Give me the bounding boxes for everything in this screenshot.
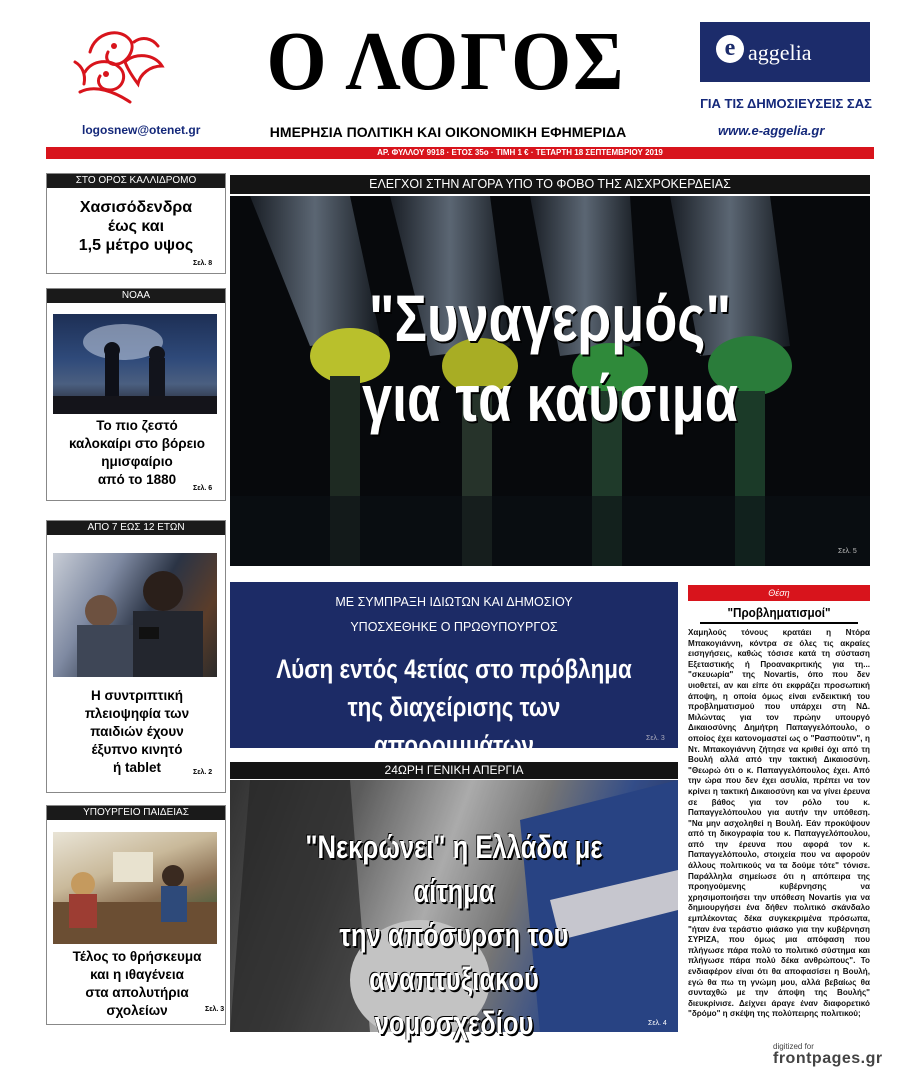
opinion-body: Χαμηλούς τόνους κρατάει η Ντόρα Μπακογιάννη, κόντρα σε όλες τις ακραίες εισηγήσεις, καθώς τόσισε κατά τη σύσταση Εξεταστικής ή Προανακριτικής για τη... "σκευωρία" της Novartis, όπο που δεν υιοθετεί, αν και είπε ότι εκφράζει προσωπική άποψη, η οποία όμως είναι ενδεικτική του προβληματισμού που υπάρχει στη ΝΔ. Μιλώντας για τον πρώην υπουργό Δικαιοσύνης Δημήτρη Παπαγγελόπουλο, ο οποίος έχει κατονομαστεί ως ο "Ρασπούτιν", η Ντ. Μπακογιάννη ζήτησε να κριθεί όχι από τη Βουλή αλλά από την τακτική Δικαιοσύνη. "Θεωρώ ότι ο κ. Παπαγγελόπουλος έχει. Από την ώρα που δεν έχει ασυλία, πρέπει να τον κρίνει η τακτική Δικαιοσύνη και να γίνει έρευνα σε βάθος για τον ρόλο του κ. Παπαγγελόπουλου για αυτήν την υπόθεση. "Να μην ασχοληθεί η Βουλή. Εάν προκύψουν από τη δικογραφία του κ. Παπαγγελόπουλου, από την έρευνα που αφορά τον κ. Παπαγγελόπουλο, στοιχεία που να αφορούν άλλους πολιτικούς να τα δούμε τότε" τόνισε. Παράλληλα σημείωσε ότι η απόπειρα της προηγούμενης κυβέρνησης να χρησιμοποιήσει την υπόθεση Novartis για να δημιουργήσει ένα δήθεν πολιτικό σκάνδαλο εμπλέκοντας δέκα συγκεκριμένα πρόσωπα, "ήταν ένα τεράστιο φιάσκο για την κυβέρνηση ΣΥΡΙΖΑ, που όμως μια απόφαση που πλήγωσε πάρα πολύ το πολιτικό σύστημα και πλήγωσε πάρα πολύ δέκα ανθρώπους". Το ενδιαφέρον είναι ότι θα αποφασίσει η Βουλή, εγώ θα πω τη γνώμη μου, αλλά βεβαίως θα συνταχθώ με την άποψη της Βουλής" διευκρίνισε. Δείχνει άραγε έναν διαφορετικό "δρόμο" η σκέψη της πολύπειρης πολιτικού; xyxy=(688,628,870,1019)
page-ref: Σελ. 4 xyxy=(648,1020,667,1027)
eaggelia-e-logo-icon: e xyxy=(716,35,744,63)
story-headline: Τέλος το θρήσκευμα και η ιθαγένεια στα απολυτήρια σχολείων xyxy=(72,949,202,1018)
newspaper-title: Ο ΛΟΓΟΣ xyxy=(266,15,626,108)
page-ref: Σελ. 5 xyxy=(838,548,857,555)
story-headline: Το πιο ζεστό καλοκαίρι στο βόρειο ημισφαίριο από το 1880 xyxy=(68,418,206,487)
page-ref: Σελ. 3 xyxy=(646,735,665,742)
waste-headline[interactable]: Λύση εντός 4ετίας στο πρόβλημα της διαχείρισης των απορριμμάτων xyxy=(276,654,632,760)
page-ref: Σελ. 6 xyxy=(193,485,213,492)
opinion-kicker: Θέση xyxy=(688,585,870,601)
eaggelia-url[interactable]: www.e-aggelia.gr xyxy=(718,123,825,138)
story-kicker: ΣΤΟ ΟΡΟΣ ΚΑΛΛΙΔΡΟΜΟ xyxy=(47,174,225,188)
page-ref: Σελ. 2 xyxy=(193,769,213,776)
story-kicker: ΥΠΟΥΡΓΕΙΟ ΠΑΙΔΕΙΑΣ xyxy=(47,806,225,820)
sidebar-story-4[interactable] xyxy=(46,805,226,1025)
opinion-underline xyxy=(700,622,858,624)
eaggelia-tagline: ΓΙΑ ΤΙΣ ΔΗΜΟΣΙΕΥΣΕΙΣ ΣΑΣ xyxy=(700,96,872,111)
masthead-email[interactable]: logosnew@otenet.gr xyxy=(82,123,201,137)
frontpages-watermark[interactable]: frontpages.gr xyxy=(773,1050,883,1067)
story-headline: Χασισόδενδρα έως και 1,5 μέτρο υψος xyxy=(78,199,194,254)
page-ref: Σελ. 3 xyxy=(205,1006,225,1013)
lead-kicker: ΕΛΕΓΧΟΙ ΣΤΗΝ ΑΓΟΡΑ ΥΠΟ ΤΟ ΦΟΒΟ ΤΗΣ ΑΙΣΧΡΟΚΕΡΔΕΙΑΣ xyxy=(230,175,870,194)
page-ref: Σελ. 8 xyxy=(193,260,213,267)
story-kicker: ΝΟΑΑ xyxy=(47,289,225,303)
classroom-photo xyxy=(53,832,217,944)
newspaper-subtitle: ΗΜΕΡΗΣΙΑ ΠΟΛΙΤΙΚΗ ΚΑΙ ΟΙΚΟΝΟΜΙΚΗ ΕΦΗΜΕΡΙΔΑ xyxy=(269,124,627,140)
waste-subkicker: ΥΠΟΣΧΕΘΗΚΕ Ο ΠΡΩΘΥΠΟΥΡΓΟΣ xyxy=(350,620,558,634)
opinion-title[interactable]: "Προβληματισμοί" xyxy=(727,605,831,620)
issue-info: ΑΡ. ΦΥΛΛΟΥ 9918 · ΕΤΟΣ 35ο · ΤΙΜΗ 1 € · ΤΕΤΑΡΤΗ 18 ΣΕΠΤΕΜΒΡΙΟΥ 2019 xyxy=(377,148,663,157)
waste-kicker: ΜΕ ΣΥΜΠΡΑΞΗ ΙΔΙΩΤΩΝ ΚΑΙ ΔΗΜΟΣΙΟΥ xyxy=(335,595,573,609)
lead-headline[interactable]: "Συναγερμός" για τα καύσιμα xyxy=(362,281,738,435)
kids-phone-photo xyxy=(53,553,217,677)
heat-photo xyxy=(53,314,217,414)
strike-kicker: 24ΩΡΗ ΓΕΝΙΚΗ ΑΠΕΡΓΙΑ xyxy=(230,762,678,779)
strike-headline[interactable]: "Νεκρώνει" η Ελλάδα με αίτημα την απόσυρση του αναπτυξιακού νομοσχεδίου xyxy=(305,829,603,1041)
story-kicker: ΑΠΟ 7 ΕΩΣ 12 ΕΤΩΝ xyxy=(47,521,225,535)
figures-and-dove-logo-icon xyxy=(70,22,170,112)
sidebar-story-3[interactable] xyxy=(46,520,226,793)
sidebar-story-2[interactable] xyxy=(46,288,226,501)
sidebar-story-1[interactable] xyxy=(46,173,226,274)
digitized-label: digitized for xyxy=(773,1042,814,1051)
eaggelia-wordmark: aggelia xyxy=(748,40,812,65)
story-headline: Η συντριπτική πλειοψηφία των παιδιών έχουν έξυπνο κινητό ή tablet xyxy=(84,688,190,775)
